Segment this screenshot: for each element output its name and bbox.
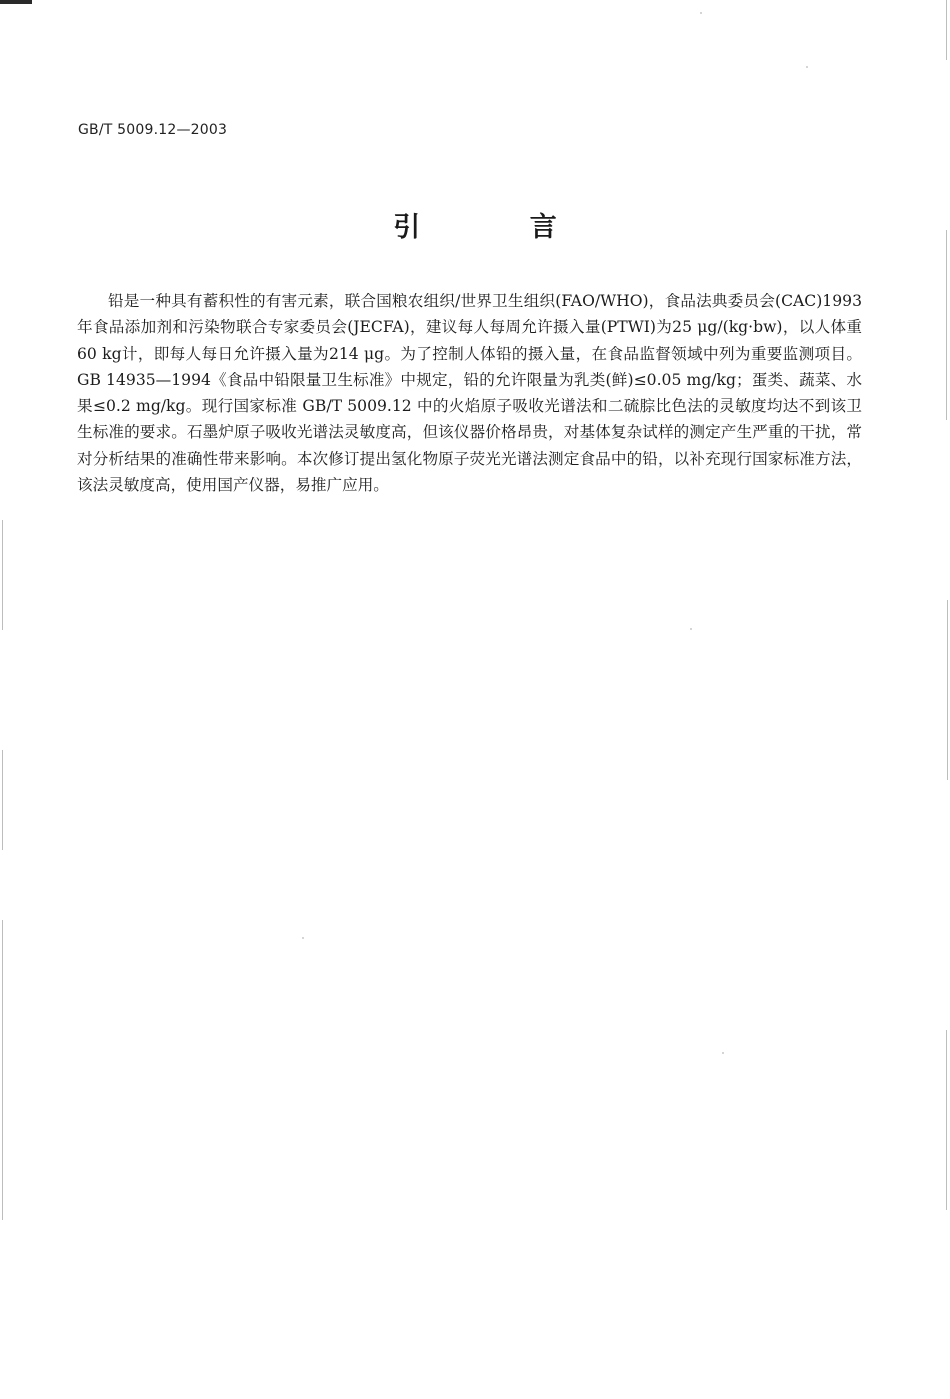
scan-speck — [806, 66, 808, 68]
scan-edge-line — [946, 1030, 947, 1210]
scan-top-mark — [0, 0, 32, 4]
scan-edge-line — [2, 750, 3, 850]
scan-speck — [690, 628, 692, 630]
scan-speck — [722, 1052, 724, 1054]
standard-number: GB/T 5009.12—2003 — [78, 122, 228, 138]
scan-edge-line — [946, 0, 947, 60]
scan-edge-line — [2, 920, 3, 1220]
scan-speck — [302, 937, 304, 939]
page-title: 引 言 — [393, 212, 607, 243]
scan-speck — [700, 12, 702, 14]
scan-edge-line — [946, 230, 947, 420]
scan-edge-line — [2, 520, 3, 630]
introduction-paragraph: 铅是一种具有蓄积性的有害元素，联合国粮农组织/世界卫生组织(FAO/WHO)，食品法典委员会(CAC)1993年食品添加剂和污染物联合专家委员会(JECFA)，建议每人每周允许摄入量(PTWI)为25 μg/(kg·bw)，以人体重60 kg计，即每人每日允许摄入量为214 μg。为了控制人体铅的摄入量，在食品监督领域中列为重要监测项目。GB 14935—1994《食品中铅限量卫生标准》中规定，铅的允许限量为乳类(鲜)≤0.05 mg/kg；蛋类、蔬菜、水果≤0.2 mg/kg。现行国家标准 GB/T 5009.12 中的火焰原子吸收光谱法和二硫腙比色法的灵敏度均达不到该卫生标准的要求。石墨炉原子吸收光谱法灵敏度高，但该仪器价格昂贵，对基体复杂试样的测定产生严重的干扰，常对分析结果的准确性带来影响。本次修订提出氢化物原子荧光光谱法测定食品中的铅，以补充现行国家标准方法，该法灵敏度高，使用国产仪器，易推广应用。 — [77, 292, 862, 495]
scan-edge-line — [947, 600, 948, 780]
